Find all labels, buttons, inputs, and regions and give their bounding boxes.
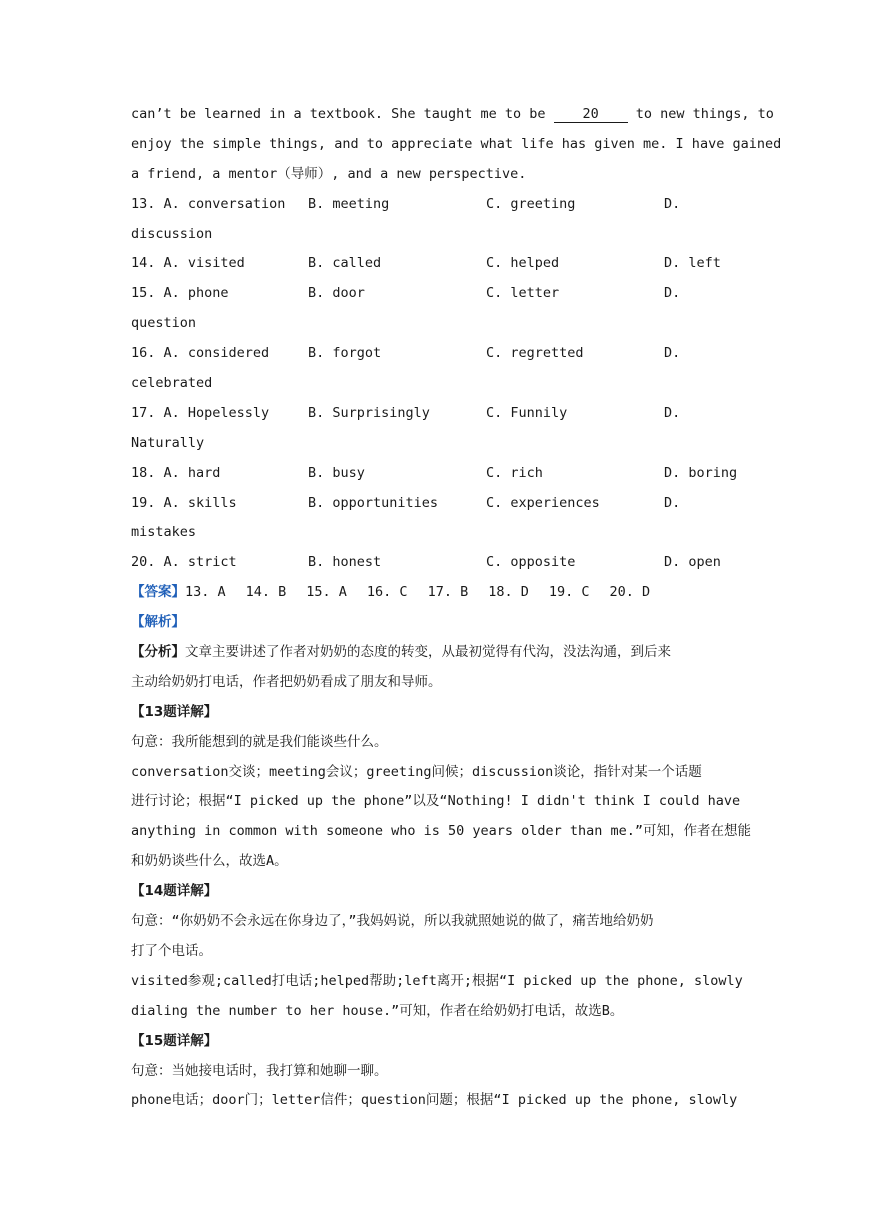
answer-key: 19. C [548,584,590,601]
answer-label: 【答案】 [131,584,185,601]
answer-key: 16. C [366,584,408,601]
answer-key: 14. B [245,584,287,601]
question-15-options [131,279,741,309]
option-c: C. Funnily [486,404,568,421]
answer-key: 13. A [185,584,226,601]
option-b: B. honest [308,554,382,571]
answer-key: 20. D [609,584,651,601]
option-b: B. busy [308,464,365,481]
question-14-options [131,249,741,279]
answer-key: 18. D [488,584,529,601]
blank-20: 20 [554,106,628,123]
question-17-options [131,399,741,429]
option-a: 13. A. conversation [131,195,286,212]
detail-line: phone电话；door门；letter信件；question问题；根据“I picked up the phone, slowly [131,1092,738,1109]
answer-line [131,578,741,608]
question-16-options [131,339,741,369]
option-a: 20. A. strict [131,554,237,571]
option-a: 19. A. skills [131,494,237,511]
analysis-summary: 【分析】文章主要讲述了作者对奶奶的态度的转变，从最初觉得有代沟，没法沟通，到后来 [131,644,671,661]
option-d: D. open [664,554,721,571]
option-c: C. helped [486,255,560,272]
option-d-wrap: discussion [131,225,213,242]
option-b: B. called [308,255,382,272]
option-d-wrap: Naturally [131,434,205,451]
question-20-options [131,548,741,578]
option-d-wrap: celebrated [131,375,213,392]
option-d-wrap: question [131,315,197,332]
option-b: B. Surprisingly [308,404,430,421]
question-19-options [131,489,741,519]
detail-line: anything in common with someone who is 50 years older than me.”可知，作者在想能 [131,823,752,840]
option-d: D. left [664,255,721,272]
option-c: C. greeting [486,195,576,212]
option-b: B. forgot [308,345,382,362]
answer-key: 17. B [427,584,469,601]
passage-line: can’t be learned in a textbook. She taught me to be 20 to new things, to [131,106,774,122]
passage-line: enjoy the simple things, and to appreciate what life has given me. I have gained [131,135,782,152]
detail-line: 句意：当她接电话时，我打算和她聊一聊。 [131,1062,388,1079]
option-b: B. opportunities [308,494,439,511]
detail-13-title: 【13题详解】 [131,703,218,720]
document-page [131,100,782,1116]
option-a: 17. A. Hopelessly [131,404,270,421]
option-a: 14. A. visited [131,255,245,272]
option-d: D. [664,404,681,421]
option-a: 16. A. considered [131,345,270,362]
option-d: D. [664,285,681,302]
answer-key: 15. A [306,584,347,601]
detail-line: visited参观;called打电话;helped帮助;left离开;根据“I picked up the phone, slowly [131,972,743,989]
question-18-options [131,459,741,489]
question-13-options [131,190,741,220]
option-a: 18. A. hard [131,464,221,481]
analysis-heading: 【解析】 [131,614,185,631]
detail-line: conversation交谈；meeting会议；greeting问候；discussion谈论，指针对某一个话题 [131,763,702,780]
detail-14-title: 【14题详解】 [131,883,218,900]
option-c: C. rich [486,464,543,481]
option-c: C. regretted [486,345,584,362]
detail-line: 打了个电话。 [131,942,212,959]
option-d: D. boring [664,464,738,481]
detail-line: 句意：“你奶奶不会永远在你身边了，”我妈妈说，所以我就照她说的做了，痛苦地给奶奶 [131,913,654,930]
option-d: D. [664,345,681,362]
option-d-wrap: mistakes [131,524,197,541]
option-b: B. meeting [308,195,390,212]
detail-line: 进行讨论；根据“I picked up the phone”以及“Nothing! I didn't think I could have [131,793,741,810]
option-d: D. [664,195,681,212]
analysis-summary-cont: 主动给奶奶打电话，作者把奶奶看成了朋友和导师。 [131,673,442,690]
option-b: B. door [308,285,365,302]
option-a: 15. A. phone [131,285,229,302]
option-c: C. experiences [486,494,600,511]
option-d: D. [664,494,681,511]
detail-line: 句意：我所能想到的就是我们能谈些什么。 [131,733,388,750]
passage-line: a friend, a mentor（导师）, and a new perspective. [131,165,527,182]
detail-line: dialing the number to her house.”可知，作者在给奶奶打电话，故选B。 [131,1002,624,1019]
option-c: C. letter [486,285,560,302]
option-c: C. opposite [486,554,576,571]
detail-line: 和奶奶谈些什么，故选A。 [131,853,288,870]
detail-15-title: 【15题详解】 [131,1032,218,1049]
